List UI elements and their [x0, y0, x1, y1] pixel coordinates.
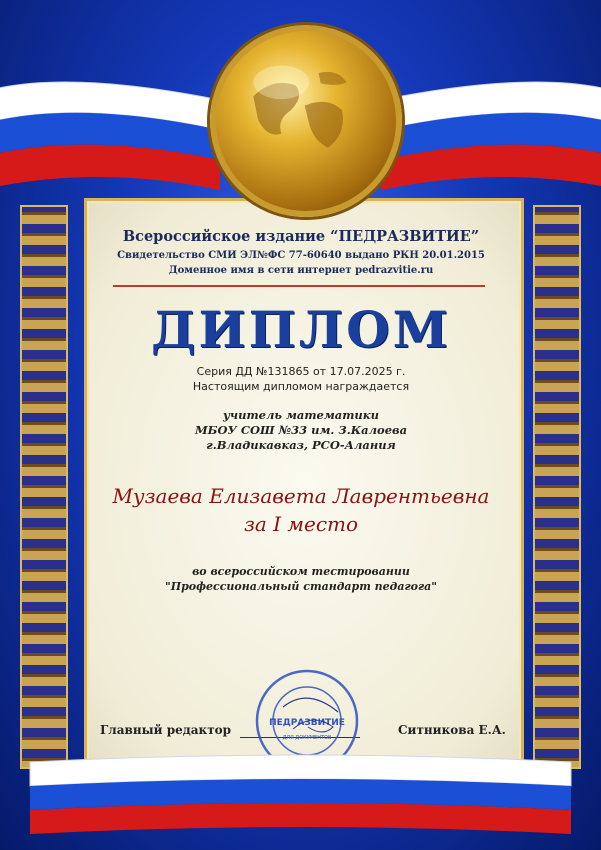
- domain-info: Доменное имя в сети интернет pedrazvitie.ru: [168, 265, 434, 276]
- editor-name: Ситникова Е.А.: [398, 723, 506, 737]
- ornament-border-right: [533, 205, 581, 769]
- recipient-name: Музаева Елизавета Лаврентьевна: [112, 484, 490, 508]
- flag-ribbon-right: [381, 60, 601, 210]
- flag-ribbon-bottom: [0, 750, 601, 840]
- diploma-series: Серия ДД №131865 от 17.07.2025 г.: [196, 365, 406, 378]
- recipient-role: учитель математики: [223, 408, 379, 422]
- recipient-school: МБОУ СОШ №33 им. З.Калоева: [194, 423, 408, 437]
- awarded-line: Настоящим дипломом награждается: [192, 380, 410, 393]
- stamp-center-text: ПЕДРАЗВИТИЕ: [269, 718, 345, 728]
- diploma-title: ДИПЛОМ: [150, 300, 452, 359]
- recipient-city: г.Владикавказ, РСО-Алания: [206, 438, 396, 452]
- ornament-border-left: [20, 205, 68, 769]
- publisher-name: Всероссийское издание “ПЕДРАЗВИТИЕ”: [122, 228, 480, 245]
- award-place: за I место: [243, 512, 359, 536]
- certificate-info: Свидетельство СМИ ЭЛ№ФС 77-60640 выдано РКН 20.01.2015: [117, 250, 485, 261]
- flag-ribbon-left: [0, 60, 220, 210]
- header-divider: [113, 285, 485, 287]
- stamp-line-text: ДЛЯ ДОКУМЕНТОВ: [282, 735, 332, 741]
- editor-label: Главный редактор: [100, 723, 232, 737]
- globe-icon: [210, 25, 402, 217]
- event-test-name: "Профессиональный стандарт педагога": [164, 580, 438, 593]
- event-context: во всероссийском тестировании: [192, 565, 410, 578]
